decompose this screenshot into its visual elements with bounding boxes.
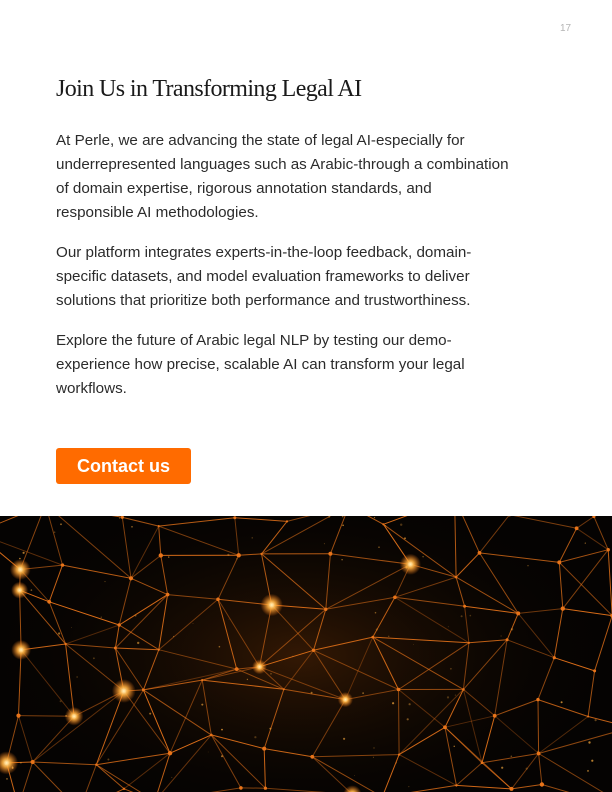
network-node-glow — [65, 707, 84, 726]
network-spark — [77, 676, 78, 677]
network-spark — [23, 552, 25, 554]
network-node — [455, 576, 458, 579]
network-spark — [20, 762, 22, 764]
network-spark — [254, 736, 256, 738]
network-spark — [461, 615, 463, 617]
network-node — [537, 752, 541, 756]
network-spark — [595, 719, 597, 721]
network-spark — [227, 554, 229, 556]
network-spark — [447, 696, 449, 698]
network-spark — [31, 589, 33, 591]
network-link — [399, 690, 400, 755]
network-spark — [71, 627, 72, 628]
network-node — [397, 688, 401, 692]
network-spark — [537, 751, 538, 752]
network-spark — [293, 656, 294, 657]
network-node — [158, 525, 160, 527]
paragraph-platform: Our platform integrates experts-in-the-loop feedback, domain-specific datasets, and model evaluation frameworks to deliver solutions that prioritize both performance and trustworthiness. — [56, 244, 472, 309]
network-node — [210, 734, 213, 737]
network-spark — [171, 777, 172, 778]
network-node — [310, 755, 314, 759]
network-spark — [373, 747, 374, 748]
network-spark — [311, 692, 313, 694]
network-spark — [93, 657, 95, 659]
network-node — [324, 608, 327, 611]
network-node-glow — [338, 692, 353, 707]
network-spark — [126, 692, 127, 693]
network-node — [47, 600, 51, 604]
network-spark — [54, 531, 56, 533]
network-spark — [328, 516, 329, 517]
network-spark — [135, 615, 137, 617]
network-spark — [131, 526, 133, 528]
network-node — [64, 643, 66, 645]
network-node — [593, 669, 596, 672]
network-node-glow — [10, 559, 31, 580]
network-node-glow — [252, 659, 267, 674]
network-node-glow — [11, 582, 28, 599]
network-node — [462, 688, 465, 691]
network-node — [16, 714, 20, 718]
network-spark — [193, 623, 194, 624]
network-spark — [511, 756, 513, 758]
network-spark — [247, 679, 248, 680]
network-node — [166, 593, 170, 597]
network-spark — [221, 755, 223, 757]
network-node — [587, 716, 589, 718]
network-spark — [252, 537, 253, 538]
network-node — [237, 553, 241, 557]
network-spark — [448, 626, 449, 627]
network-spark — [526, 768, 528, 770]
contact-us-button[interactable]: Contact us — [56, 448, 191, 484]
network-node — [235, 667, 239, 671]
network-spark — [527, 565, 528, 566]
network-spark — [392, 702, 394, 704]
network-spark — [236, 558, 238, 560]
network-node — [553, 656, 556, 659]
network-node — [118, 623, 121, 626]
network-spark — [101, 617, 102, 618]
network-spark — [6, 778, 8, 780]
body-text — [56, 129, 512, 417]
network-node — [312, 649, 315, 652]
network-spark — [324, 543, 325, 544]
network-node — [264, 787, 267, 790]
network-node — [510, 787, 514, 791]
network-node — [468, 642, 470, 644]
network-spark — [229, 619, 230, 620]
network-node — [478, 551, 482, 555]
network-node — [382, 523, 384, 525]
network-spark — [405, 566, 407, 568]
paragraph-explore: Explore the future of Arabic legal NLP by testing our demo-experience how precise, scalable AI can transform your legal workflows. — [56, 332, 465, 397]
network-spark — [409, 703, 411, 705]
network-node — [328, 552, 332, 556]
network-spark — [450, 668, 452, 670]
network-node — [283, 688, 285, 690]
network-spark — [413, 644, 414, 645]
network-spark — [362, 692, 364, 694]
network-spark — [269, 728, 271, 730]
network-node — [536, 698, 539, 701]
network-node — [286, 520, 288, 522]
network-node — [371, 636, 374, 639]
network-spark — [404, 537, 406, 539]
network-node — [260, 553, 262, 555]
network-spark — [591, 760, 593, 762]
network-spark — [376, 628, 378, 630]
network-node-glow — [11, 640, 31, 660]
network-node — [481, 762, 484, 765]
network-spark — [208, 752, 209, 753]
paragraph-intro: At Perle, we are advancing the state of legal AI-especially for underrepresented languages such as Arabic-through a combination of domain expertise, rigorous annotation standards, and responsible AI methodologies. — [56, 132, 509, 221]
network-spark — [105, 581, 106, 582]
network-node — [159, 553, 163, 557]
network-node-glow — [400, 554, 421, 575]
network-node — [393, 596, 397, 600]
network-node — [123, 788, 125, 790]
network-spark — [341, 559, 342, 560]
page-title: Join Us in Transforming Legal AI — [56, 76, 362, 102]
network-node-glow — [261, 594, 283, 616]
network-spark — [400, 524, 402, 526]
network-spark — [65, 715, 67, 717]
network-spark — [270, 673, 272, 675]
network-spark — [173, 636, 174, 637]
network-node — [239, 786, 243, 790]
network-node — [61, 563, 64, 566]
network-node — [493, 714, 497, 718]
network-node — [540, 782, 544, 786]
network-node — [216, 598, 220, 602]
network-spark — [137, 642, 139, 644]
network-spark — [561, 701, 563, 703]
network-spark — [221, 729, 223, 731]
network-node — [233, 516, 236, 519]
network-node — [30, 760, 34, 764]
network-link — [538, 700, 539, 754]
network-spark — [374, 517, 375, 518]
network-spark — [501, 767, 503, 769]
page-number: 17 — [560, 23, 572, 34]
network-node — [142, 688, 145, 691]
network-node — [398, 754, 400, 756]
network-spark — [119, 517, 120, 518]
network-spark — [396, 762, 397, 763]
network-spark — [408, 786, 409, 787]
network-spark — [60, 700, 62, 702]
network-spark — [407, 718, 409, 720]
network-spark — [12, 766, 13, 767]
network-spark — [201, 704, 203, 706]
network-node — [201, 679, 203, 681]
network-spark — [107, 759, 109, 761]
network-node — [516, 611, 520, 615]
network-mesh-icon — [0, 516, 612, 792]
network-spark — [342, 525, 344, 527]
network-spark — [219, 646, 221, 648]
network-node — [463, 605, 466, 608]
network-spark — [373, 757, 374, 758]
network-spark — [455, 695, 456, 696]
network-node — [114, 647, 117, 650]
network-node — [557, 560, 561, 564]
network-spark — [168, 556, 169, 557]
network-node — [262, 747, 266, 751]
network-spark — [375, 612, 377, 614]
network-node-glow — [112, 679, 136, 703]
network-spark — [354, 775, 355, 776]
network-node — [158, 649, 160, 651]
network-node — [607, 548, 610, 551]
network-node — [129, 576, 133, 580]
network-spark — [388, 636, 389, 637]
network-node — [168, 751, 172, 755]
network-node — [443, 725, 447, 729]
network-spark — [123, 517, 124, 518]
network-spark — [585, 543, 586, 544]
network-spark — [470, 615, 472, 617]
network-node — [575, 526, 579, 530]
network-spark — [19, 558, 21, 560]
network-spark — [588, 741, 590, 743]
network-node — [561, 606, 565, 610]
network-spark — [378, 546, 380, 548]
network-spark — [511, 628, 513, 630]
network-illustration — [0, 516, 612, 792]
network-node — [95, 764, 97, 766]
network-spark — [501, 635, 502, 636]
network-spark — [343, 738, 345, 740]
network-spark — [454, 746, 455, 747]
network-node — [455, 784, 457, 786]
network-spark — [385, 525, 386, 526]
network-spark — [60, 523, 62, 525]
network-spark — [422, 556, 423, 557]
network-node — [506, 638, 509, 641]
network-spark — [149, 713, 151, 715]
network-spark — [587, 770, 589, 772]
network-spark — [58, 632, 60, 634]
